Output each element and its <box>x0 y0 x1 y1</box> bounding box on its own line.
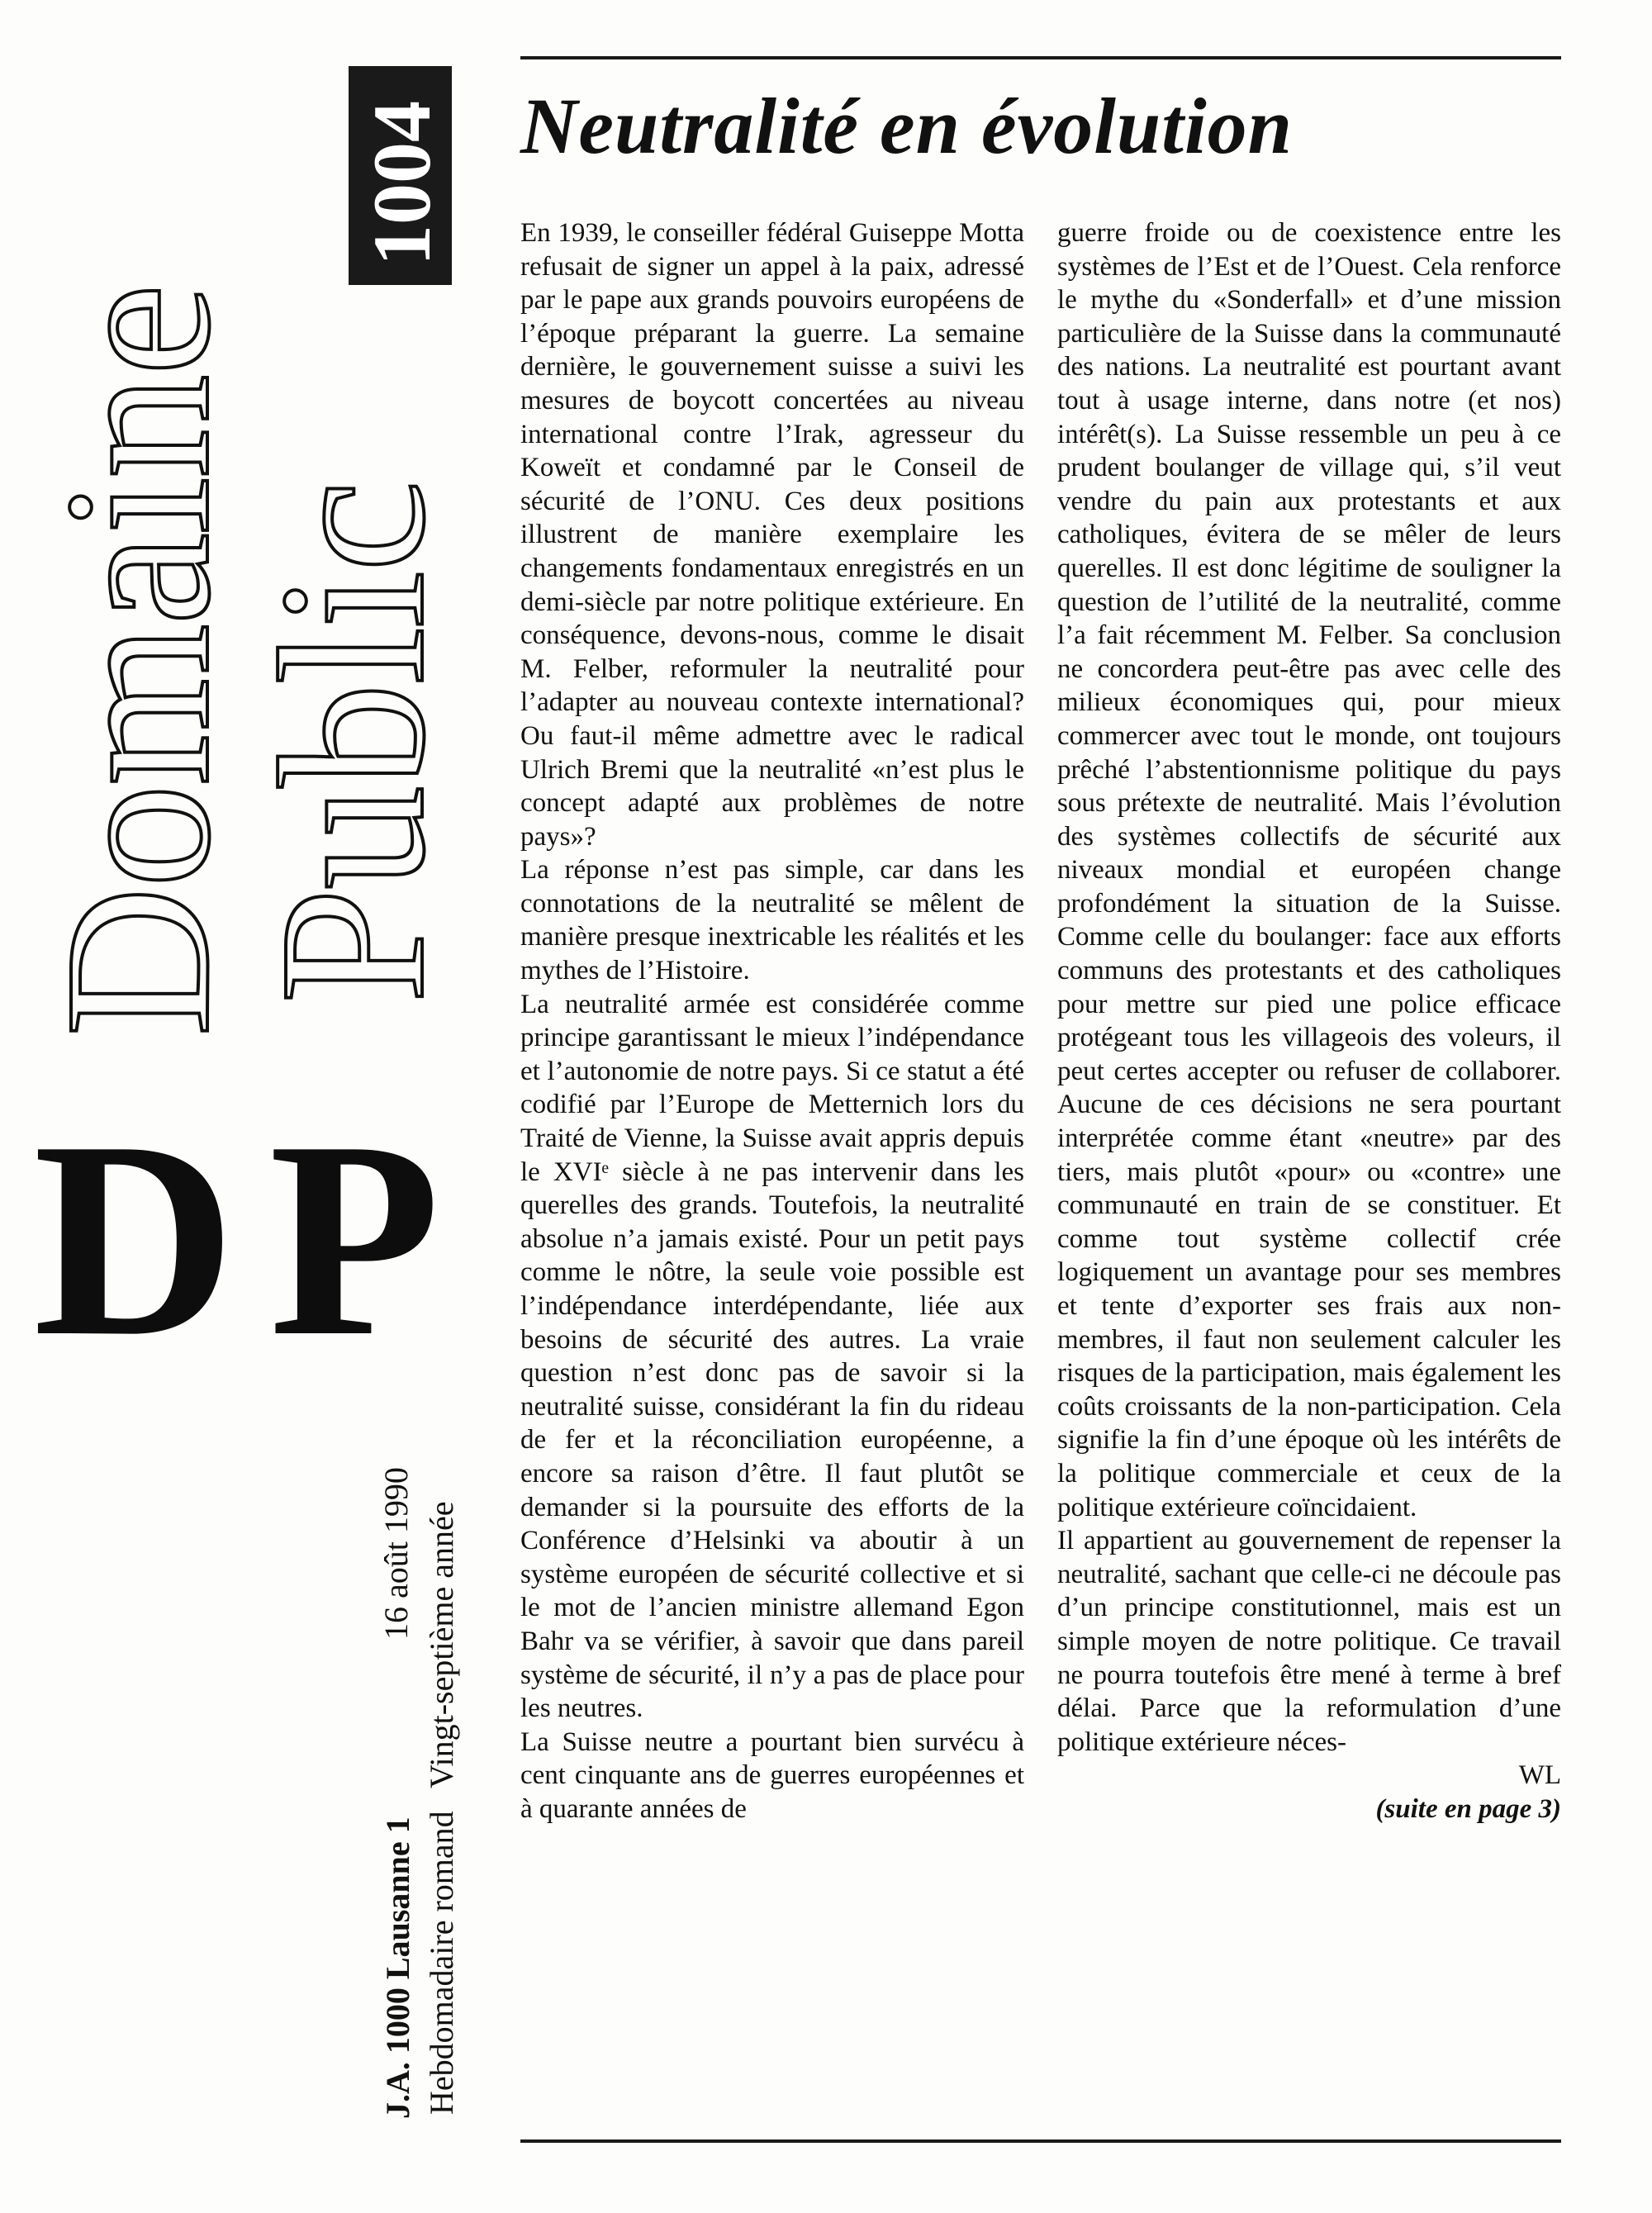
bottom-rule <box>520 2139 1561 2143</box>
paragraph: La Suisse neutre a pourtant bien survécu à cent cinquante ans de guerres européennes et à quarante années de <box>520 1726 1024 1824</box>
author-signature: WL <box>1518 1760 1561 1791</box>
article-column-right <box>1057 216 1561 1826</box>
issue-date: 16 août 1990 <box>377 1467 415 1640</box>
top-rule <box>520 56 1561 59</box>
issue-number: 1004 <box>356 101 448 266</box>
masthead-title-domaine: Domaine <box>21 285 253 1037</box>
paragraph: La neutralité armée est considérée comme principe garantissant le mieux l’indépendance et l’autonomie de notre pays. Si ce statut a été codifié par l’Europe de Metternich lors du Traité de Vienne, la Suisse avait appris depuis le XVIᵉ siècle à ne pas intervenir dans les querelles des grands. Toutefois, la neutralité absolue n’a jamais existé. Pour un petit pays comme le nôtre, la seule voie possible est l’indépendance interdépendante, liée aux besoins de sécurité des autres. La vraie question n’est donc pas de savoir si la neutralité suisse, considérant la fin du rideau de fer et la réconciliation européenne, a encore sa raison d’être. Il faut plutôt se demander si la poursuite des efforts de la Conférence d’Helsinki va aboutir à un système européen de sécurité collective et si le mot de l’ancien ministre allemand Egon Bahr va se vérifier, à savoir que dans pareil système de sécurité, il n’y a pas de place pour les neutres. <box>520 989 1024 1724</box>
article-title: Neutralité en évolution <box>520 82 1293 170</box>
paragraph: La réponse n’est pas simple, car dans les connotations de la neutralité se mêlent de manière presque inextricable les réalités et les mythes de l’Histoire. <box>520 855 1024 986</box>
volume-year: Vingt-septième année <box>423 1501 460 1788</box>
paragraph: guerre froide ou de coexistence entre les systèmes de l’Est et de l’Ouest. Cela renforce le mythe du «Sonderfall» et d’une mission particulière de la Suisse dans la communauté des nations. La neutralité est pourtant avant tout à usage interne, dans notre (et nos) intérêt(s). La Suisse ressemble un peu à ce prudent boulanger de village qui, s’il veut vendre du pain aux protestants et aux catholiques, évitera de se mêler de leurs querelles. Il est donc légitime de souligner la question de l’utilité de la neutralité, comme l’a fait récemment M. Felber. Sa conclusion ne concordera peut-être pas avec celle des milieux économiques qui, pour mieux commercer avec tout le monde, ont toujours prêché l’abstentionnisme politique du pays sous prétexte de neutralité. Mais l’évolution des systèmes collectifs de sécurité aux niveaux mondial et européen change profondément la situation de la Suisse. Comme celle du boulanger: face aux efforts communs des protestants et des catholiques pour mettre sur pied une police efficace protégeant tous les villageois des voleurs, il peut certes accepter ou refuser de collaborer. Aucune de ces décisions ne sera pourtant interprétée comme étant «neutre» par des tiers, mais plutôt «pour» ou «contre» une communauté en train de se constituer. Et comme tout système collectif crée logiquement un avantage pour ses membres et tente d’exporter ses frais aux non-membres, il faut non seulement calculer les risques de la participation, mais également les coûts croissants de la non-participation. Cela signifie la fin d’une époque où les intérêts de la politique commerciale et ceux de la politique extérieure coïncidaient. <box>1057 218 1561 1522</box>
paragraph: Il appartient au gouvernement de repenser la neutralité, sachant que celle-ci ne découle pas d’un principe constitutionnel, mais est un simple moyen de notre politique. Ce travail ne pourra toutefois être mené à terme à bref délai. Parce que la reformulation d’une politique extérieure néces- <box>1057 1526 1561 1757</box>
masthead-title-public: Public <box>236 481 468 1004</box>
article-column-left <box>520 216 1024 1826</box>
dp-logo: DP <box>33 1083 474 1394</box>
frequency-info: Hebdomadaire romand <box>423 1811 460 2115</box>
continuation-note: (suite en page 3) <box>1375 1793 1561 1824</box>
postal-info: J.A. 1000 Lausanne 1 <box>379 1816 416 2119</box>
paragraph: En 1939, le conseiller fédéral Guiseppe Motta refusait de signer un appel à la paix, adressé par le pape aux grands pouvoirs européens de l’époque préparant la guerre. La semaine dernière, le gouvernement suisse a suivi les mesures de boycott concertées au niveau international contre l’Irak, agresseur du Koweït et condamné par le Conseil de sécurité de l’ONU. Ces deux positions illustrent de manière exemplaire les changements fondamentaux enregistrés en un demi-siècle par notre politique extérieure. En conséquence, devons-nous, comme le disait M. Felber, reformuler la neutralité pour l’adapter au nouveau contexte international? Ou faut-il même admettre avec le radical Ulrich Bremi que la neutralité «n’est plus le concept adapté aux problèmes de notre pays»? <box>520 218 1024 852</box>
